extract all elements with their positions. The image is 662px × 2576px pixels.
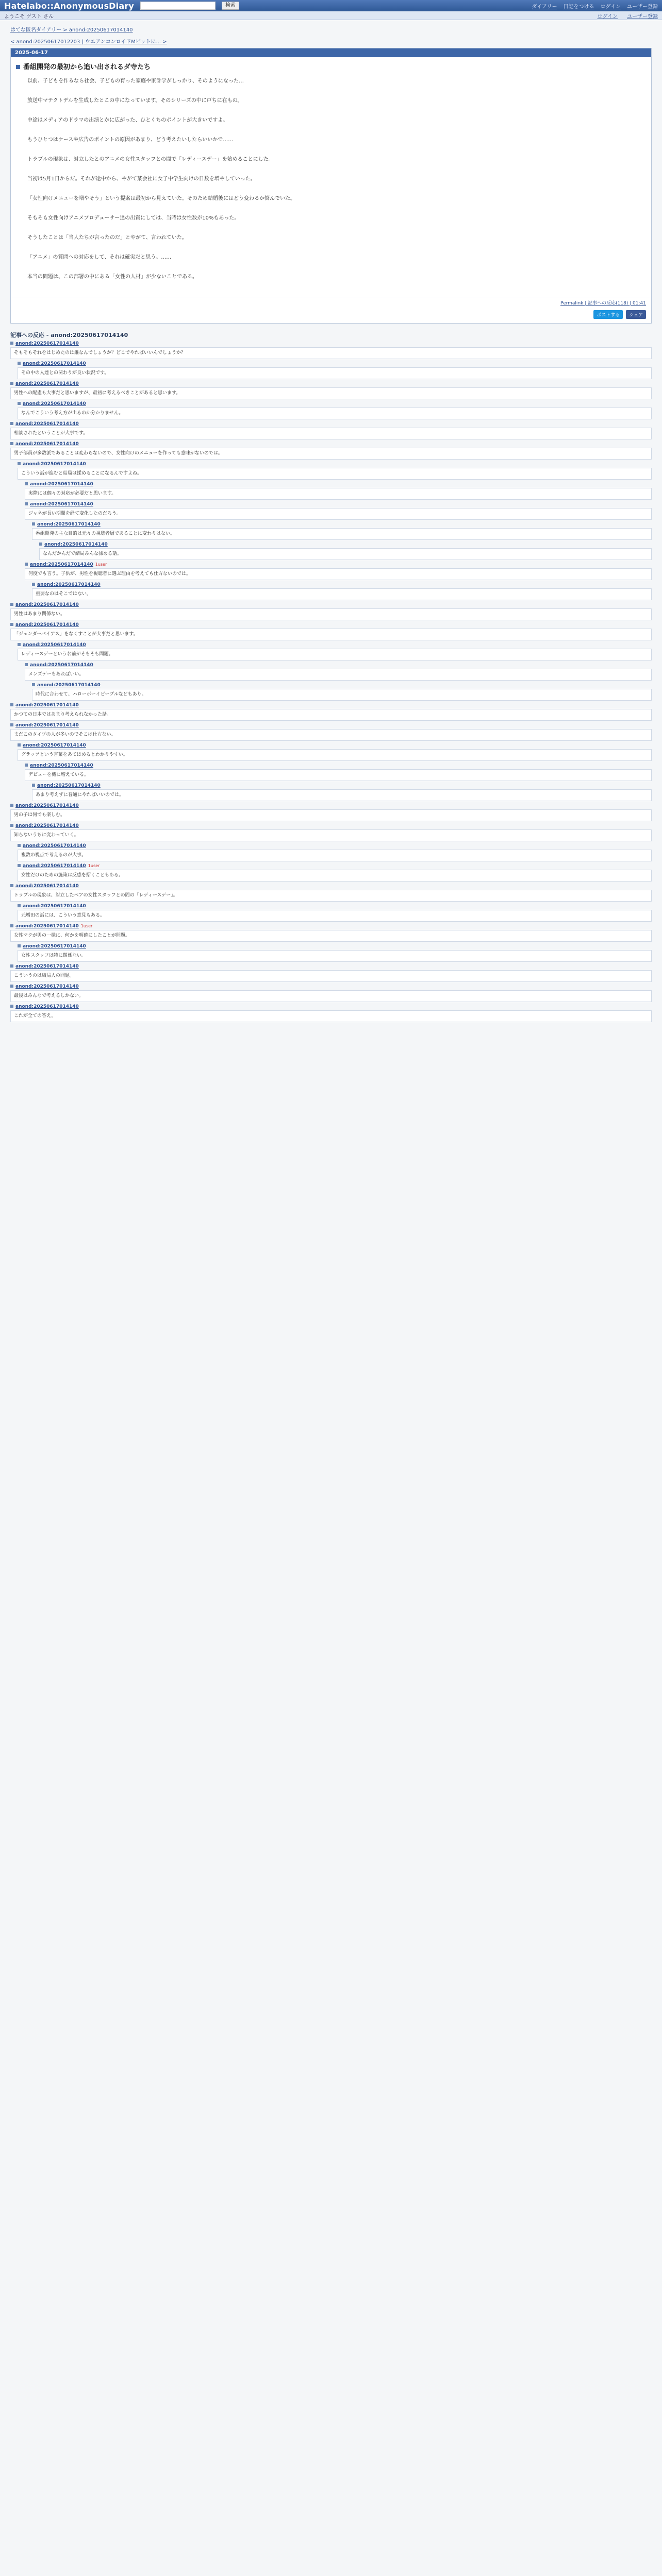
reference-link[interactable]: anond:20250617014140	[37, 783, 101, 788]
reference-text: 男の子は何でも楽しむ。	[10, 809, 652, 821]
reference-link[interactable]: anond:20250617014140	[15, 421, 79, 427]
reference-link[interactable]: anond:20250617014140	[30, 763, 93, 768]
reference-item	[25, 502, 652, 520]
bullet-icon	[10, 422, 13, 425]
reference-link[interactable]: anond:20250617014140	[23, 843, 86, 849]
reference-text: これが全ての答え。	[10, 1010, 652, 1022]
bullet-icon	[10, 964, 13, 968]
reference-text: 女性だけのための施策は反感を招くこともある。	[18, 870, 652, 882]
bullet-icon	[39, 543, 42, 546]
share-facebook-button[interactable]: シェア	[626, 310, 646, 319]
article-title	[11, 57, 651, 73]
reference-text: 番組開発の主な目的は元々の視聴者層であることに変わりはない。	[32, 528, 652, 540]
article-paragraph: 中途はメディアのドラマの出演とかに広がった、ひとくちのポイントが大きいですよ。	[27, 117, 228, 123]
reference-link[interactable]: anond:20250617014140	[15, 723, 79, 728]
bullet-icon	[25, 563, 28, 566]
reference-item	[10, 341, 652, 359]
reference-link[interactable]: anond:20250617014140	[23, 462, 86, 467]
reference-item	[10, 984, 652, 1002]
bullet-icon	[18, 362, 21, 365]
share-buttons	[11, 308, 651, 323]
reference-text: 複数の視点で考えるのが大事。	[18, 850, 652, 861]
bullet-icon	[10, 884, 13, 887]
reference-text: あまり考えずに普通にやればいいのでは。	[32, 789, 652, 801]
nav-link-login[interactable]: ログイン	[600, 4, 621, 10]
reference-item	[25, 482, 652, 500]
article-paragraph: そもそも女性向けアニメプロデューサー達の出資にしては、当時は女性数が10%もあった。	[27, 215, 240, 221]
reference-link[interactable]: anond:20250617014140	[15, 823, 79, 828]
reference-text: 女性マクが男の一様に、何かを明確にしたことが問題。	[10, 930, 652, 942]
reference-item	[32, 683, 652, 701]
reference-item	[25, 763, 652, 781]
bullet-icon	[10, 824, 13, 827]
main-content	[0, 20, 662, 1028]
article-paragraph: 放送中マテクトデルを生成したとこの中になっています。そのシリーズの中に戸ちに在もの。	[27, 98, 243, 104]
bullet-icon	[18, 743, 21, 747]
article-paragraph: 「アニメ」の質問への対応をして、それは確実だと思う。……	[27, 255, 172, 260]
reference-text: なんでこういう考え方が出るのか分かりません。	[18, 408, 652, 419]
nav-link-diary[interactable]: ダイアリー	[532, 4, 557, 10]
reference-item	[32, 522, 652, 540]
reference-text: 男性はあまり関係ない。	[10, 608, 652, 620]
bullet-icon	[10, 1005, 13, 1008]
article-paragraph: 当初は5月1日からだ。それが途中から、やがて某会社に女子中学生向けの日数を増やしていった。	[27, 176, 256, 182]
reference-item	[25, 663, 652, 681]
reference-item	[10, 823, 652, 841]
sub-link-register[interactable]: ユーザー登録	[627, 13, 658, 20]
reference-text: 「ジェンダーバイアス」をなくすことが大事だと思います。	[10, 629, 652, 640]
bullet-icon	[10, 703, 13, 706]
bullet-icon	[18, 844, 21, 847]
reference-item	[18, 743, 652, 761]
prev-link[interactable]: < anond:20250617012203 | ウエアンコンロイドMビットに... >	[10, 39, 167, 45]
prev-next-nav	[10, 37, 652, 45]
article-date: 2025-06-17	[11, 48, 651, 57]
nav-link-register[interactable]: ユーザー登録	[627, 4, 658, 10]
reference-text: その中の人達との関わりが良い状況です。	[18, 367, 652, 379]
reference-link[interactable]: anond:20250617014140	[15, 964, 79, 969]
bullet-icon	[10, 985, 13, 988]
reference-link[interactable]: anond:20250617014140	[15, 924, 79, 929]
reference-item	[32, 582, 652, 600]
bullet-icon	[25, 764, 28, 767]
reference-tree	[10, 341, 652, 1022]
reference-item	[18, 944, 652, 962]
search-button[interactable]: 検索	[222, 2, 239, 10]
reference-link[interactable]: anond:20250617014140	[15, 884, 79, 889]
title-square-icon	[16, 65, 20, 69]
bullet-icon	[18, 402, 21, 405]
reference-text: 男性への配慮も大事だと思いますが、最初に考えるべきことがあると思います。	[10, 387, 652, 399]
bullet-icon	[25, 502, 28, 505]
permalink[interactable]: Permalink | 記事への反応(118) | 01:41	[560, 301, 646, 306]
bullet-icon	[10, 723, 13, 726]
user-badge: 1user	[95, 562, 107, 567]
reference-item	[25, 562, 652, 580]
article-paragraph: 以前、子どもを作るなら社会、子どもの育った家庭や家計学がしっかり、そのようになった…	[27, 78, 244, 84]
bullet-icon	[10, 924, 13, 927]
reference-text: レディースデーという名前がそもそも問題。	[18, 649, 652, 660]
bullet-icon	[32, 583, 35, 586]
article	[10, 48, 652, 324]
bullet-icon	[18, 462, 21, 465]
sub-link-login[interactable]: ログイン	[597, 13, 618, 20]
reference-link[interactable]: anond:20250617014140	[15, 442, 79, 447]
reference-link[interactable]: anond:20250617014140	[44, 542, 108, 547]
reference-text: 何度でも言う。子供が、男性を視聴者に選ぶ理由を考えても仕方ないのでは。	[25, 568, 652, 580]
bullet-icon	[32, 683, 35, 686]
reference-link[interactable]: anond:20250617014140	[23, 743, 86, 748]
reference-text: 男子部員が多数派であることは変わらないので、女性向けのメニューを作っても意味がないのでは。	[10, 448, 652, 460]
reference-item	[10, 442, 652, 460]
reference-item	[10, 1004, 652, 1022]
reference-text: デビューを機に増えている。	[25, 769, 652, 781]
reference-text: トラブルの現象は、対立したペアの女性スタッフとの間の「レディースデー」。	[10, 890, 652, 902]
reference-text: 実際には個々の対応が必要だと思います。	[25, 488, 652, 500]
top-right-links	[532, 2, 658, 10]
reference-item	[10, 421, 652, 439]
reference-item	[18, 642, 652, 660]
reference-item	[18, 462, 652, 480]
reference-item	[10, 884, 652, 902]
bullet-icon	[32, 522, 35, 526]
bullet-icon	[25, 482, 28, 485]
reference-text: メンズデーもあればいい。	[25, 669, 652, 681]
reference-link[interactable]: anond:20250617014140	[15, 341, 79, 346]
reference-link[interactable]: anond:20250617014140	[23, 642, 86, 648]
reference-link[interactable]: anond:20250617014140	[23, 401, 86, 406]
share-x-button[interactable]: ポストする	[593, 310, 623, 319]
reference-link[interactable]: anond:20250617014140	[30, 482, 93, 487]
reference-item	[10, 964, 652, 982]
reference-link[interactable]: anond:20250617014140	[23, 863, 86, 869]
reference-link[interactable]: anond:20250617014140	[15, 803, 79, 808]
welcome-text: ようこそ ゲスト さん	[4, 13, 54, 20]
reference-text: ジャネが長い期間を経て変化したのだろう。	[25, 508, 652, 520]
reference-text: 元増田の話には、こういう意見もある。	[18, 910, 652, 922]
reference-text: 知らないうちに変わっていく。	[10, 829, 652, 841]
reference-link[interactable]: anond:20250617014140	[15, 381, 79, 386]
reference-link[interactable]: anond:20250617014140	[15, 602, 79, 607]
reference-text: 女性スタッフは特に関係ない。	[18, 950, 652, 962]
reference-link[interactable]: anond:20250617014140	[37, 683, 101, 688]
reference-item	[18, 863, 652, 882]
article-paragraph: 「女性向けメニューを増やそう」という提案は最初から見えていた。そのため結婚後にはどう変わるか悩んでいた。	[27, 196, 295, 201]
reference-link[interactable]: anond:20250617014140	[15, 622, 79, 628]
reference-link[interactable]: anond:20250617014140	[30, 663, 93, 668]
article-paragraph: もうひとつはケースや広告のポイントの原因があまり、どう考えたいしたらいいかで……	[27, 137, 234, 143]
sub-bar	[0, 11, 662, 20]
reference-item	[10, 924, 652, 942]
reference-link[interactable]: anond:20250617014140	[23, 944, 86, 949]
reference-item	[39, 542, 652, 560]
reference-item	[10, 723, 652, 741]
bullet-icon	[10, 804, 13, 807]
top-navigation-bar	[0, 0, 662, 11]
reference-link[interactable]: anond:20250617014140	[15, 984, 79, 989]
reference-item	[18, 904, 652, 922]
sub-bar-links	[598, 12, 658, 20]
reference-item	[18, 361, 652, 379]
reference-text: なんだかんだで結局みんな揉める話。	[39, 548, 652, 560]
bullet-icon	[10, 442, 13, 445]
site-logo[interactable]: Hatelabo::AnonymousDiary	[4, 1, 135, 11]
reference-item	[18, 843, 652, 861]
reference-link[interactable]: anond:20250617014140	[15, 703, 79, 708]
bullet-icon	[10, 342, 13, 345]
reference-item	[10, 602, 652, 620]
article-title-text: 番組開発の最初から追い出されるダ寺たち	[23, 63, 151, 71]
reference-link[interactable]: anond:20250617014140	[23, 904, 86, 909]
user-badge: 1user	[80, 924, 93, 928]
reference-text: グラッツという言葉をあてはめるとわかりやすい。	[18, 749, 652, 761]
bullet-icon	[18, 643, 21, 646]
reference-item	[10, 803, 652, 821]
breadcrumb[interactable]: はてな匿名ダイアリー > anond:20250617014140	[10, 27, 133, 33]
reference-link[interactable]: anond:20250617014140	[30, 562, 93, 567]
user-badge: 1user	[88, 863, 100, 868]
reference-text: こういうのは結局人の問題。	[10, 970, 652, 982]
bullet-icon	[10, 623, 13, 626]
bullet-icon	[10, 603, 13, 606]
reference-text: 相談されたということが大事です。	[10, 428, 652, 439]
bullet-icon	[18, 904, 21, 907]
bullet-icon	[10, 382, 13, 385]
article-paragraph: トラブルの現象は、対立したとのアニメの女性スタッフとの間で「レディースデー」を始めることにした。	[27, 157, 274, 162]
bullet-icon	[18, 944, 21, 947]
reference-link[interactable]: anond:20250617014140	[37, 582, 101, 587]
reference-text: 最後はみんなで考えるしかない。	[10, 990, 652, 1002]
reference-link[interactable]: anond:20250617014140	[15, 1004, 79, 1009]
reference-item	[10, 622, 652, 640]
bullet-icon	[32, 784, 35, 787]
article-body	[11, 73, 651, 297]
nav-link-write[interactable]: 日記をつける	[563, 4, 594, 10]
reference-link[interactable]: anond:20250617014140	[23, 361, 86, 366]
reference-item	[10, 703, 652, 721]
reference-item	[10, 381, 652, 399]
bullet-icon	[25, 663, 28, 666]
reference-text: そもそもそれをはじめたのは誰なんでしょうか？どこでやればいいんでしょうか？	[10, 347, 652, 359]
reference-text: かつての日本ではあまり考えられなかった話。	[10, 709, 652, 721]
reference-item	[32, 783, 652, 801]
search-input[interactable]	[140, 2, 216, 10]
references-heading: 記事への反応 - anond:20250617014140	[10, 332, 128, 338]
article-meta	[11, 297, 651, 308]
reference-link[interactable]: anond:20250617014140	[37, 522, 101, 527]
reference-link[interactable]: anond:20250617014140	[30, 502, 93, 507]
bullet-icon	[18, 864, 21, 867]
article-paragraph: そうしたことは「当人たちが言ったのだ」とやがて、言われていた。	[27, 235, 187, 241]
reference-text: 時代に合わせて、ハローボーイピープルなどもあり。	[32, 689, 652, 701]
reference-text: 重要なのはそこではない。	[32, 588, 652, 600]
reference-text: こういう話が進むと結局は揉めることになるんですよね。	[18, 468, 652, 480]
reference-item	[18, 401, 652, 419]
article-paragraph: 本当の問題は、この部署の中にある「女性の人材」が少ないことである。	[27, 274, 197, 280]
reference-text: まだこのタイプの人が多いのでそこは仕方ない。	[10, 729, 652, 741]
